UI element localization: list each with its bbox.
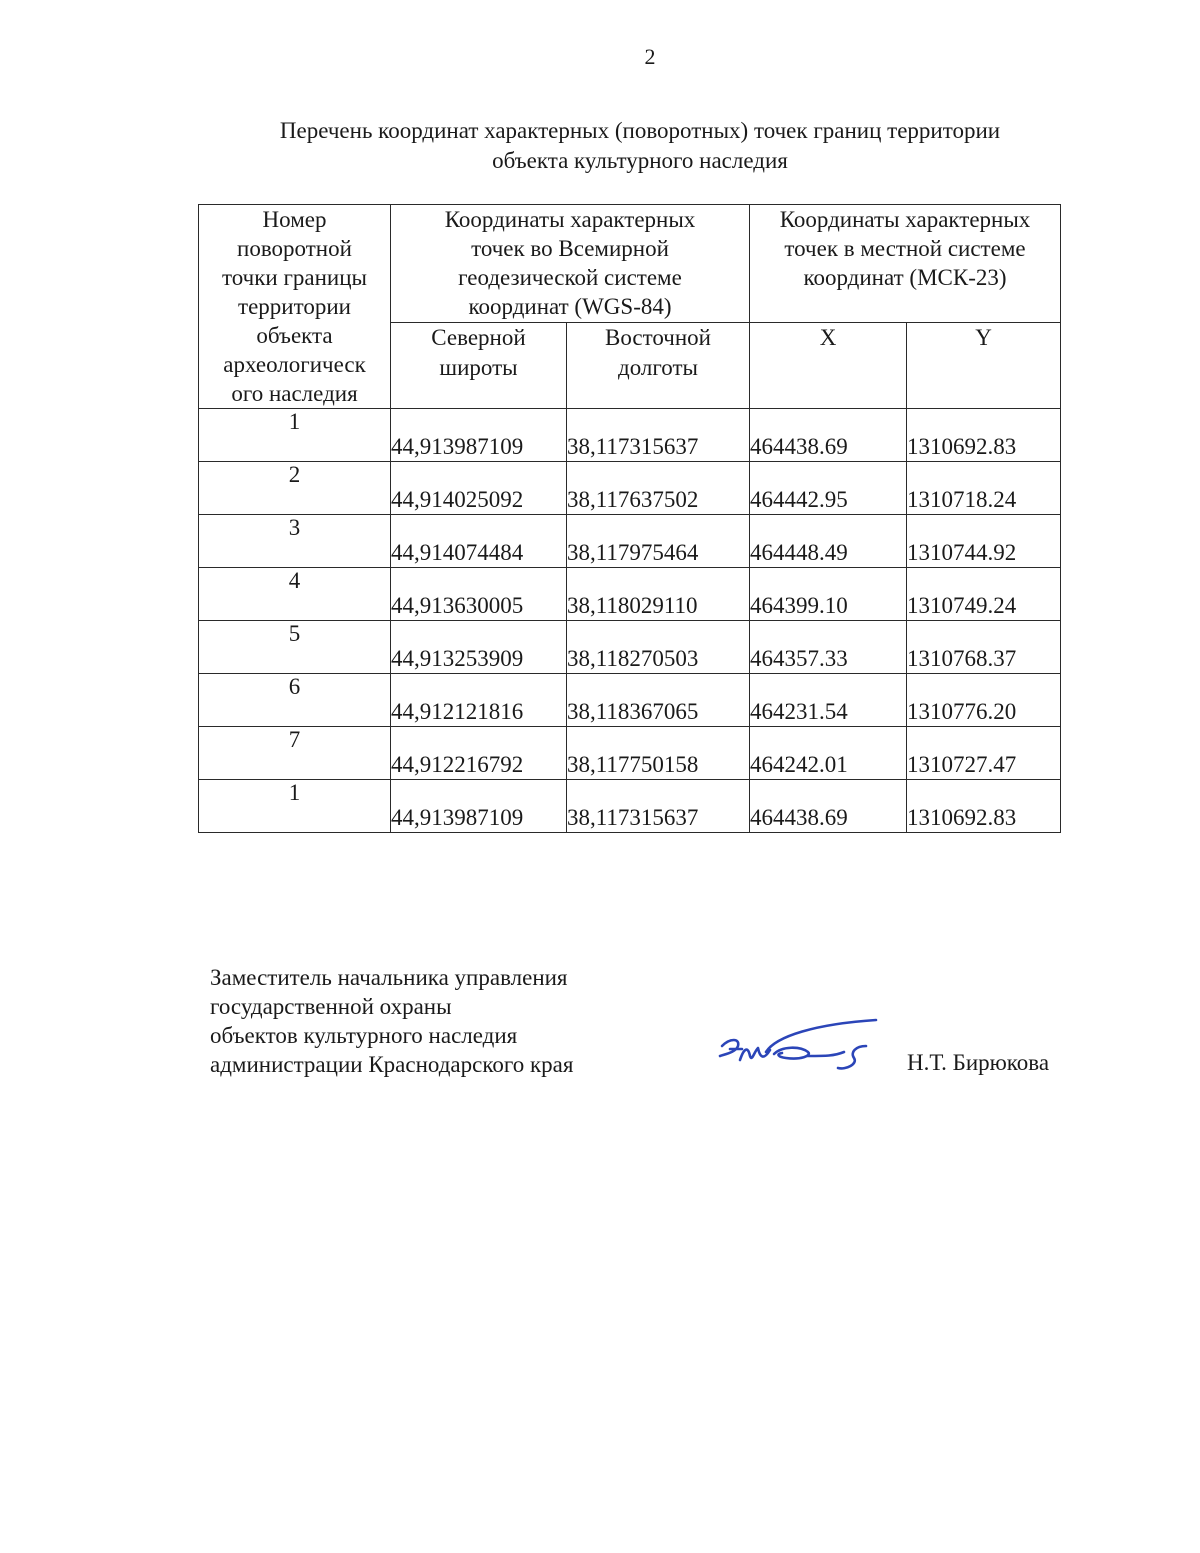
signatory-position: Заместитель начальника управления государственной охраны объектов культурного наследия администрации Краснодарского края [210, 965, 574, 1077]
table-row [199, 621, 1061, 674]
cell-y: 1310744.92 [907, 515, 1061, 568]
cell-latitude: 44,913987109 [391, 409, 567, 462]
cell-y: 1310692.83 [907, 409, 1061, 462]
document-title [140, 116, 1140, 176]
cell-y: 1310776.20 [907, 674, 1061, 727]
header-east-longitude: Восточной долготы [567, 323, 750, 409]
cell-x: 464438.69 [750, 409, 907, 462]
cell-y: 1310718.24 [907, 462, 1061, 515]
cell-x: 464442.95 [750, 462, 907, 515]
table-row [199, 780, 1061, 833]
coordinates-table [198, 204, 1061, 833]
header-north-latitude: Северной широты [391, 323, 567, 409]
title-line-1: Перечень координат характерных (поворотных) точек границ территории [279, 118, 1001, 143]
header-x: X [750, 323, 907, 409]
table-row [199, 462, 1061, 515]
header-msk23-group: Координаты характерных точек в местной системе координат (МСК-23) [750, 205, 1061, 323]
cell-longitude: 38,118270503 [567, 621, 750, 674]
cell-latitude: 44,912121816 [391, 674, 567, 727]
signer-name: Н.Т. Бирюкова [907, 1050, 1050, 1075]
table-row [199, 674, 1061, 727]
cell-y: 1310768.37 [907, 621, 1061, 674]
table-row [199, 409, 1061, 462]
cell-y: 1310749.24 [907, 568, 1061, 621]
page-number: 2 [644, 44, 656, 69]
header-y: Y [907, 323, 1061, 409]
cell-longitude: 38,117315637 [567, 780, 750, 833]
cell-x: 464231.54 [750, 674, 907, 727]
table-row [199, 727, 1061, 780]
cell-point-number: 2 [199, 462, 391, 515]
cell-longitude: 38,117750158 [567, 727, 750, 780]
cell-latitude: 44,913630005 [391, 568, 567, 621]
table-row [199, 568, 1061, 621]
cell-longitude: 38,118367065 [567, 674, 750, 727]
cell-latitude: 44,912216792 [391, 727, 567, 780]
cell-latitude: 44,914025092 [391, 462, 567, 515]
cell-point-number: 6 [199, 674, 391, 727]
cell-x: 464357.33 [750, 621, 907, 674]
cell-y: 1310692.83 [907, 780, 1061, 833]
title-line-2: объекта культурного наследия [492, 148, 788, 173]
handwritten-signature [716, 1016, 881, 1082]
cell-point-number: 4 [199, 568, 391, 621]
cell-x: 464448.49 [750, 515, 907, 568]
cell-x: 464438.69 [750, 780, 907, 833]
cell-point-number: 1 [199, 409, 391, 462]
cell-x: 464242.01 [750, 727, 907, 780]
cell-x: 464399.10 [750, 568, 907, 621]
cell-point-number: 3 [199, 515, 391, 568]
cell-y: 1310727.47 [907, 727, 1061, 780]
cell-point-number: 7 [199, 727, 391, 780]
table-row [199, 515, 1061, 568]
header-point-number: Номер поворотной точки границы территории объекта археологическ ого наследия [199, 205, 391, 409]
cell-point-number: 5 [199, 621, 391, 674]
cell-latitude: 44,914074484 [391, 515, 567, 568]
header-wgs84-group: Координаты характерных точек во Всемирной геодезической системе координат (WGS-84) [391, 205, 750, 323]
cell-longitude: 38,118029110 [567, 568, 750, 621]
cell-latitude: 44,913987109 [391, 780, 567, 833]
cell-longitude: 38,117975464 [567, 515, 750, 568]
cell-longitude: 38,117315637 [567, 409, 750, 462]
cell-latitude: 44,913253909 [391, 621, 567, 674]
cell-point-number: 1 [199, 780, 391, 833]
cell-longitude: 38,117637502 [567, 462, 750, 515]
